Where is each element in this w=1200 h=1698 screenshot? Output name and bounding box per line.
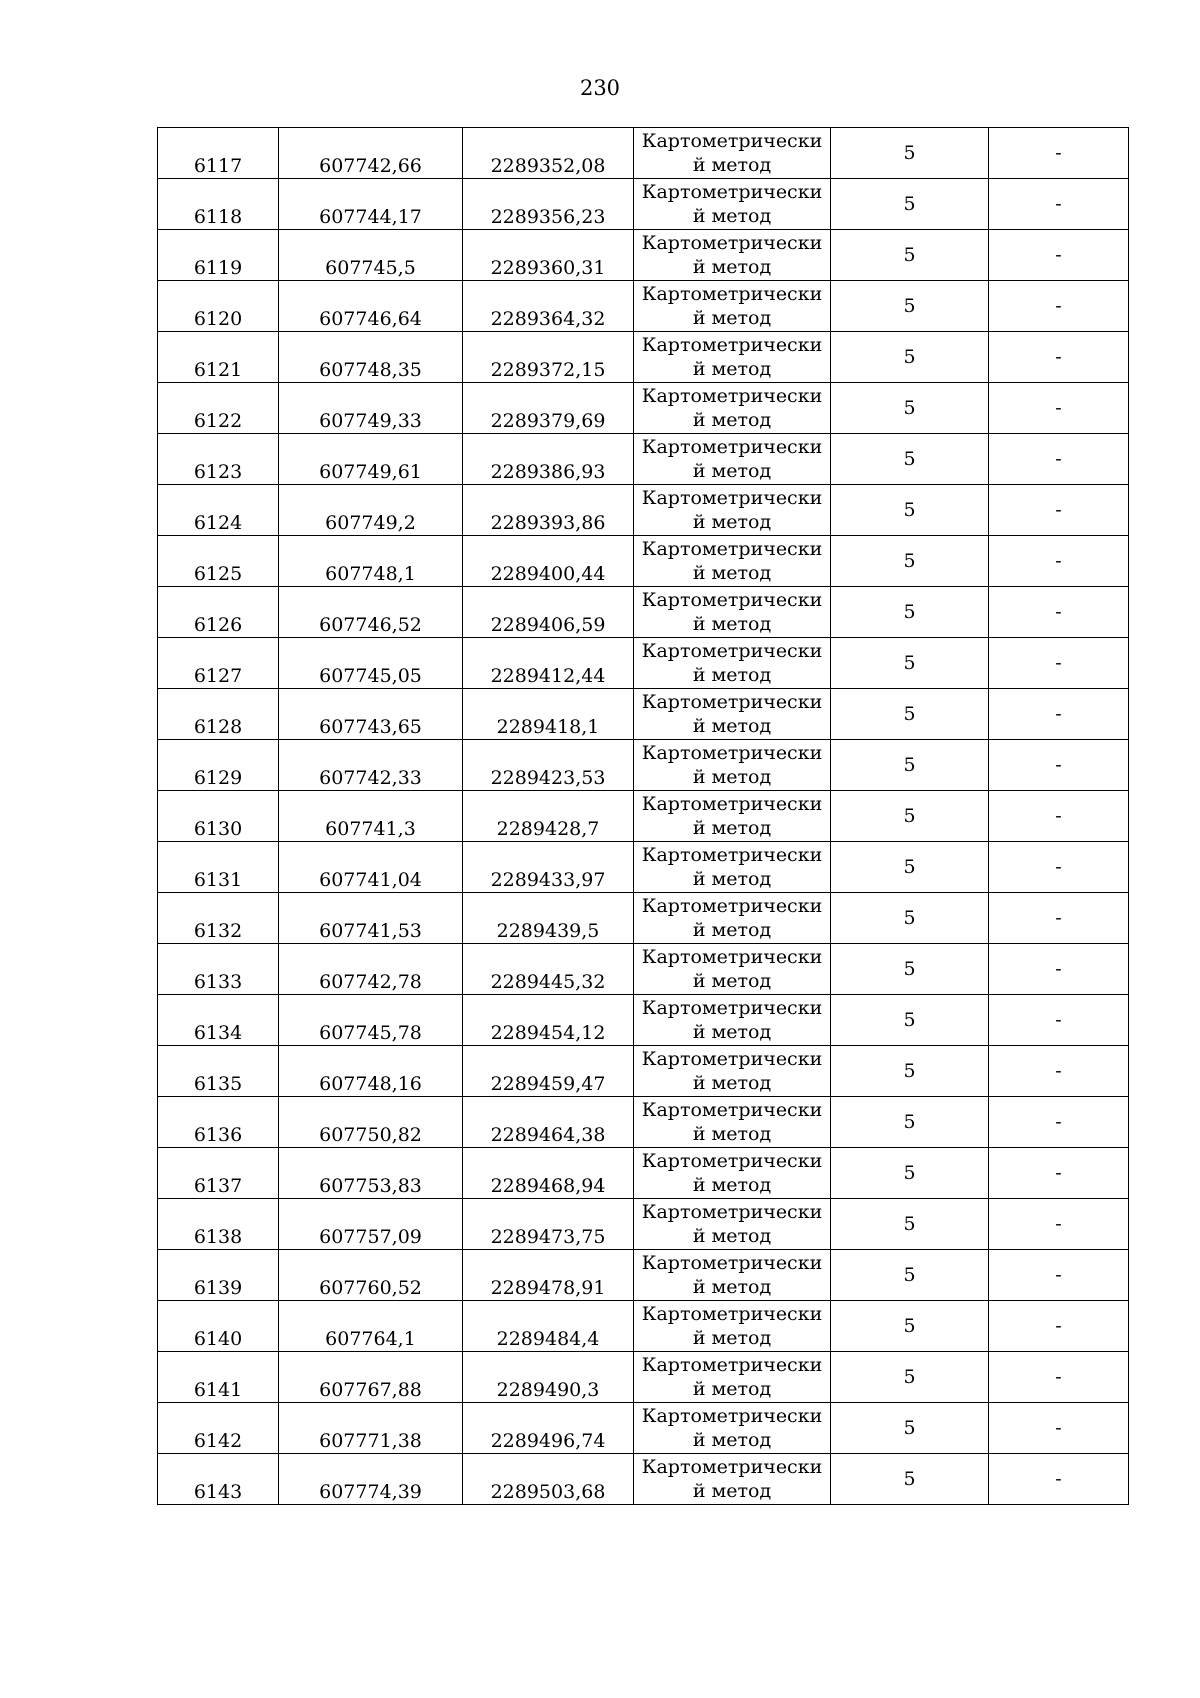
accuracy-cell: 5 bbox=[831, 689, 989, 740]
y-coordinate-cell: 2289464,38 bbox=[463, 1097, 634, 1148]
accuracy-cell: 5 bbox=[831, 1352, 989, 1403]
x-coordinate-cell: 607742,78 bbox=[279, 944, 463, 995]
description-cell: - bbox=[989, 1046, 1129, 1097]
x-coordinate-cell: 607744,17 bbox=[279, 179, 463, 230]
point-number-cell: 6138 bbox=[158, 1199, 279, 1250]
point-number-cell: 6124 bbox=[158, 485, 279, 536]
y-coordinate-cell: 2289360,31 bbox=[463, 230, 634, 281]
description-cell: - bbox=[989, 791, 1129, 842]
method-cell bbox=[634, 1301, 831, 1352]
table-row bbox=[158, 332, 1129, 383]
table-row bbox=[158, 434, 1129, 485]
page-number: 230 bbox=[579, 76, 621, 100]
method-text-line2: й метод bbox=[692, 1480, 772, 1502]
method-text-line2: й метод bbox=[692, 970, 772, 992]
method-text-line1: Картометрически bbox=[641, 1048, 823, 1070]
y-coordinate-cell: 2289468,94 bbox=[463, 1148, 634, 1199]
x-coordinate-cell: 607749,61 bbox=[279, 434, 463, 485]
x-coordinate-cell: 607749,2 bbox=[279, 485, 463, 536]
x-coordinate-cell: 607764,1 bbox=[279, 1301, 463, 1352]
point-number-cell: 6141 bbox=[158, 1352, 279, 1403]
description-cell: - bbox=[989, 1148, 1129, 1199]
accuracy-cell: 5 bbox=[831, 434, 989, 485]
method-text-line2: й метод bbox=[692, 868, 772, 890]
y-coordinate-cell: 2289478,91 bbox=[463, 1250, 634, 1301]
table-row bbox=[158, 1352, 1129, 1403]
table-row bbox=[158, 740, 1129, 791]
description-cell: - bbox=[989, 1403, 1129, 1454]
y-coordinate-cell: 2289459,47 bbox=[463, 1046, 634, 1097]
method-text-line1: Картометрически bbox=[641, 487, 823, 509]
method-text-line1: Картометрически bbox=[641, 895, 823, 917]
accuracy-cell: 5 bbox=[831, 791, 989, 842]
y-coordinate-cell: 2289439,5 bbox=[463, 893, 634, 944]
method-text-line2: й метод bbox=[692, 766, 772, 788]
x-coordinate-cell: 607748,1 bbox=[279, 536, 463, 587]
table-row bbox=[158, 1403, 1129, 1454]
point-number-cell: 6143 bbox=[158, 1454, 279, 1505]
method-text-line2: й метод bbox=[692, 1378, 772, 1400]
y-coordinate-cell: 2289423,53 bbox=[463, 740, 634, 791]
point-number-cell: 6127 bbox=[158, 638, 279, 689]
method-text-line1: Картометрически bbox=[641, 1456, 823, 1478]
accuracy-cell: 5 bbox=[831, 1148, 989, 1199]
method-cell bbox=[634, 434, 831, 485]
y-coordinate-cell: 2289428,7 bbox=[463, 791, 634, 842]
method-cell bbox=[634, 587, 831, 638]
table-row bbox=[158, 383, 1129, 434]
x-coordinate-cell: 607742,33 bbox=[279, 740, 463, 791]
y-coordinate-cell: 2289418,1 bbox=[463, 689, 634, 740]
x-coordinate-cell: 607745,5 bbox=[279, 230, 463, 281]
method-text-line2: й метод bbox=[692, 1327, 772, 1349]
point-number-cell: 6123 bbox=[158, 434, 279, 485]
method-cell bbox=[634, 791, 831, 842]
x-coordinate-cell: 607774,39 bbox=[279, 1454, 463, 1505]
method-text-line1: Картометрически bbox=[641, 1252, 823, 1274]
point-number-cell: 6121 bbox=[158, 332, 279, 383]
y-coordinate-cell: 2289496,74 bbox=[463, 1403, 634, 1454]
description-cell: - bbox=[989, 587, 1129, 638]
method-text-line2: й метод bbox=[692, 409, 772, 431]
method-cell bbox=[634, 230, 831, 281]
method-cell bbox=[634, 893, 831, 944]
table-row bbox=[158, 128, 1129, 179]
method-text-line1: Картометрически bbox=[641, 793, 823, 815]
y-coordinate-cell: 2289445,32 bbox=[463, 944, 634, 995]
description-cell: - bbox=[989, 179, 1129, 230]
accuracy-cell: 5 bbox=[831, 179, 989, 230]
accuracy-cell: 5 bbox=[831, 944, 989, 995]
accuracy-cell: 5 bbox=[831, 1199, 989, 1250]
method-cell bbox=[634, 740, 831, 791]
method-cell bbox=[634, 1199, 831, 1250]
method-cell bbox=[634, 1250, 831, 1301]
method-text-line1: Картометрически bbox=[641, 946, 823, 968]
point-number-cell: 6129 bbox=[158, 740, 279, 791]
y-coordinate-cell: 2289503,68 bbox=[463, 1454, 634, 1505]
method-text-line2: й метод bbox=[692, 1225, 772, 1247]
method-cell bbox=[634, 536, 831, 587]
table-row bbox=[158, 944, 1129, 995]
method-text-line1: Картометрически bbox=[641, 283, 823, 305]
y-coordinate-cell: 2289379,69 bbox=[463, 383, 634, 434]
method-text-line1: Картометрически bbox=[641, 181, 823, 203]
method-text-line1: Картометрически bbox=[641, 1405, 823, 1427]
y-coordinate-cell: 2289433,97 bbox=[463, 842, 634, 893]
table-row bbox=[158, 1250, 1129, 1301]
method-text-line2: й метод bbox=[692, 1429, 772, 1451]
description-cell: - bbox=[989, 485, 1129, 536]
description-cell: - bbox=[989, 383, 1129, 434]
method-cell bbox=[634, 332, 831, 383]
point-number-cell: 6140 bbox=[158, 1301, 279, 1352]
method-text-line2: й метод bbox=[692, 154, 772, 176]
x-coordinate-cell: 607746,52 bbox=[279, 587, 463, 638]
method-cell bbox=[634, 944, 831, 995]
table-row bbox=[158, 638, 1129, 689]
point-number-cell: 6142 bbox=[158, 1403, 279, 1454]
table-row bbox=[158, 230, 1129, 281]
y-coordinate-cell: 2289352,08 bbox=[463, 128, 634, 179]
method-cell bbox=[634, 689, 831, 740]
x-coordinate-cell: 607743,65 bbox=[279, 689, 463, 740]
description-cell: - bbox=[989, 332, 1129, 383]
method-text-line1: Картометрически bbox=[641, 997, 823, 1019]
method-cell bbox=[634, 1454, 831, 1505]
description-cell: - bbox=[989, 842, 1129, 893]
description-cell: - bbox=[989, 689, 1129, 740]
method-text-line2: й метод bbox=[692, 1072, 772, 1094]
method-text-line2: й метод bbox=[692, 1021, 772, 1043]
point-number-cell: 6120 bbox=[158, 281, 279, 332]
table-row bbox=[158, 536, 1129, 587]
y-coordinate-cell: 2289490,3 bbox=[463, 1352, 634, 1403]
method-text-line1: Картометрически bbox=[641, 334, 823, 356]
x-coordinate-cell: 607771,38 bbox=[279, 1403, 463, 1454]
method-text-line1: Картометрически bbox=[641, 385, 823, 407]
method-cell bbox=[634, 1046, 831, 1097]
accuracy-cell: 5 bbox=[831, 332, 989, 383]
accuracy-cell: 5 bbox=[831, 128, 989, 179]
method-text-line2: й метод bbox=[692, 919, 772, 941]
x-coordinate-cell: 607750,82 bbox=[279, 1097, 463, 1148]
x-coordinate-cell: 607748,35 bbox=[279, 332, 463, 383]
accuracy-cell: 5 bbox=[831, 1301, 989, 1352]
y-coordinate-cell: 2289412,44 bbox=[463, 638, 634, 689]
description-cell: - bbox=[989, 1301, 1129, 1352]
table-row bbox=[158, 1301, 1129, 1352]
accuracy-cell: 5 bbox=[831, 536, 989, 587]
description-cell: - bbox=[989, 1250, 1129, 1301]
method-text-line2: й метод bbox=[692, 1123, 772, 1145]
x-coordinate-cell: 607741,53 bbox=[279, 893, 463, 944]
point-number-cell: 6139 bbox=[158, 1250, 279, 1301]
method-text-line2: й метод bbox=[692, 817, 772, 839]
y-coordinate-cell: 2289400,44 bbox=[463, 536, 634, 587]
table-row bbox=[158, 842, 1129, 893]
point-number-cell: 6118 bbox=[158, 179, 279, 230]
method-text-line2: й метод bbox=[692, 562, 772, 584]
method-text-line2: й метод bbox=[692, 613, 772, 635]
accuracy-cell: 5 bbox=[831, 485, 989, 536]
description-cell: - bbox=[989, 536, 1129, 587]
table-row bbox=[158, 1454, 1129, 1505]
point-number-cell: 6130 bbox=[158, 791, 279, 842]
method-text-line2: й метод bbox=[692, 256, 772, 278]
method-cell bbox=[634, 179, 831, 230]
point-number-cell: 6133 bbox=[158, 944, 279, 995]
method-text-line1: Картометрически bbox=[641, 691, 823, 713]
x-coordinate-cell: 607760,52 bbox=[279, 1250, 463, 1301]
y-coordinate-cell: 2289393,86 bbox=[463, 485, 634, 536]
method-text-line1: Картометрически bbox=[641, 436, 823, 458]
method-text-line2: й метод bbox=[692, 1174, 772, 1196]
method-cell bbox=[634, 383, 831, 434]
method-text-line1: Картометрически bbox=[641, 1150, 823, 1172]
description-cell: - bbox=[989, 995, 1129, 1046]
point-number-cell: 6131 bbox=[158, 842, 279, 893]
method-text-line2: й метод bbox=[692, 715, 772, 737]
method-text-line1: Картометрически bbox=[641, 130, 823, 152]
description-cell: - bbox=[989, 1199, 1129, 1250]
method-cell bbox=[634, 485, 831, 536]
description-cell: - bbox=[989, 230, 1129, 281]
y-coordinate-cell: 2289454,12 bbox=[463, 995, 634, 1046]
accuracy-cell: 5 bbox=[831, 995, 989, 1046]
method-text-line1: Картометрически bbox=[641, 1099, 823, 1121]
x-coordinate-cell: 607745,05 bbox=[279, 638, 463, 689]
accuracy-cell: 5 bbox=[831, 1046, 989, 1097]
table-row bbox=[158, 281, 1129, 332]
description-cell: - bbox=[989, 128, 1129, 179]
description-cell: - bbox=[989, 944, 1129, 995]
method-text-line2: й метод bbox=[692, 511, 772, 533]
description-cell: - bbox=[989, 740, 1129, 791]
method-text-line2: й метод bbox=[692, 460, 772, 482]
x-coordinate-cell: 607746,64 bbox=[279, 281, 463, 332]
point-number-cell: 6126 bbox=[158, 587, 279, 638]
accuracy-cell: 5 bbox=[831, 1097, 989, 1148]
y-coordinate-cell: 2289372,15 bbox=[463, 332, 634, 383]
method-text-line1: Картометрически bbox=[641, 538, 823, 560]
y-coordinate-cell: 2289364,32 bbox=[463, 281, 634, 332]
table-row bbox=[158, 995, 1129, 1046]
method-text-line1: Картометрически bbox=[641, 640, 823, 662]
point-number-cell: 6136 bbox=[158, 1097, 279, 1148]
x-coordinate-cell: 607767,88 bbox=[279, 1352, 463, 1403]
description-cell: - bbox=[989, 1454, 1129, 1505]
accuracy-cell: 5 bbox=[831, 1454, 989, 1505]
table-row bbox=[158, 1199, 1129, 1250]
y-coordinate-cell: 2289484,4 bbox=[463, 1301, 634, 1352]
method-text-line2: й метод bbox=[692, 664, 772, 686]
y-coordinate-cell: 2289473,75 bbox=[463, 1199, 634, 1250]
accuracy-cell: 5 bbox=[831, 638, 989, 689]
point-number-cell: 6125 bbox=[158, 536, 279, 587]
x-coordinate-cell: 607745,78 bbox=[279, 995, 463, 1046]
method-cell bbox=[634, 842, 831, 893]
point-number-cell: 6128 bbox=[158, 689, 279, 740]
method-text-line2: й метод bbox=[692, 1276, 772, 1298]
method-text-line1: Картометрически bbox=[641, 589, 823, 611]
method-cell bbox=[634, 1352, 831, 1403]
table-row bbox=[158, 1046, 1129, 1097]
y-coordinate-cell: 2289386,93 bbox=[463, 434, 634, 485]
method-cell bbox=[634, 638, 831, 689]
point-number-cell: 6117 bbox=[158, 128, 279, 179]
description-cell: - bbox=[989, 281, 1129, 332]
method-text-line2: й метод bbox=[692, 205, 772, 227]
table-row bbox=[158, 1148, 1129, 1199]
accuracy-cell: 5 bbox=[831, 1403, 989, 1454]
x-coordinate-cell: 607741,3 bbox=[279, 791, 463, 842]
method-cell bbox=[634, 995, 831, 1046]
method-text-line1: Картометрически bbox=[641, 1303, 823, 1325]
coordinates-table bbox=[157, 127, 1129, 1505]
method-cell bbox=[634, 1403, 831, 1454]
table-row bbox=[158, 689, 1129, 740]
method-text-line1: Картометрически bbox=[641, 844, 823, 866]
accuracy-cell: 5 bbox=[831, 230, 989, 281]
y-coordinate-cell: 2289406,59 bbox=[463, 587, 634, 638]
point-number-cell: 6132 bbox=[158, 893, 279, 944]
accuracy-cell: 5 bbox=[831, 383, 989, 434]
y-coordinate-cell: 2289356,23 bbox=[463, 179, 634, 230]
accuracy-cell: 5 bbox=[831, 842, 989, 893]
accuracy-cell: 5 bbox=[831, 1250, 989, 1301]
x-coordinate-cell: 607749,33 bbox=[279, 383, 463, 434]
method-cell bbox=[634, 128, 831, 179]
method-text-line2: й метод bbox=[692, 307, 772, 329]
x-coordinate-cell: 607741,04 bbox=[279, 842, 463, 893]
accuracy-cell: 5 bbox=[831, 281, 989, 332]
table-row bbox=[158, 587, 1129, 638]
point-number-cell: 6119 bbox=[158, 230, 279, 281]
x-coordinate-cell: 607753,83 bbox=[279, 1148, 463, 1199]
table-row bbox=[158, 179, 1129, 230]
point-number-cell: 6134 bbox=[158, 995, 279, 1046]
table-row bbox=[158, 1097, 1129, 1148]
x-coordinate-cell: 607757,09 bbox=[279, 1199, 463, 1250]
description-cell: - bbox=[989, 893, 1129, 944]
table-row bbox=[158, 485, 1129, 536]
point-number-cell: 6122 bbox=[158, 383, 279, 434]
x-coordinate-cell: 607748,16 bbox=[279, 1046, 463, 1097]
table-row bbox=[158, 893, 1129, 944]
description-cell: - bbox=[989, 1097, 1129, 1148]
table-row bbox=[158, 791, 1129, 842]
method-cell bbox=[634, 1148, 831, 1199]
point-number-cell: 6137 bbox=[158, 1148, 279, 1199]
method-text-line2: й метод bbox=[692, 358, 772, 380]
method-text-line1: Картометрически bbox=[641, 232, 823, 254]
accuracy-cell: 5 bbox=[831, 740, 989, 791]
description-cell: - bbox=[989, 638, 1129, 689]
accuracy-cell: 5 bbox=[831, 893, 989, 944]
accuracy-cell: 5 bbox=[831, 587, 989, 638]
method-text-line1: Картометрически bbox=[641, 742, 823, 764]
description-cell: - bbox=[989, 434, 1129, 485]
point-number-cell: 6135 bbox=[158, 1046, 279, 1097]
description-cell: - bbox=[989, 1352, 1129, 1403]
method-text-line1: Картометрически bbox=[641, 1354, 823, 1376]
method-text-line1: Картометрически bbox=[641, 1201, 823, 1223]
table-body bbox=[158, 128, 1129, 1505]
method-cell bbox=[634, 281, 831, 332]
x-coordinate-cell: 607742,66 bbox=[279, 128, 463, 179]
method-cell bbox=[634, 1097, 831, 1148]
